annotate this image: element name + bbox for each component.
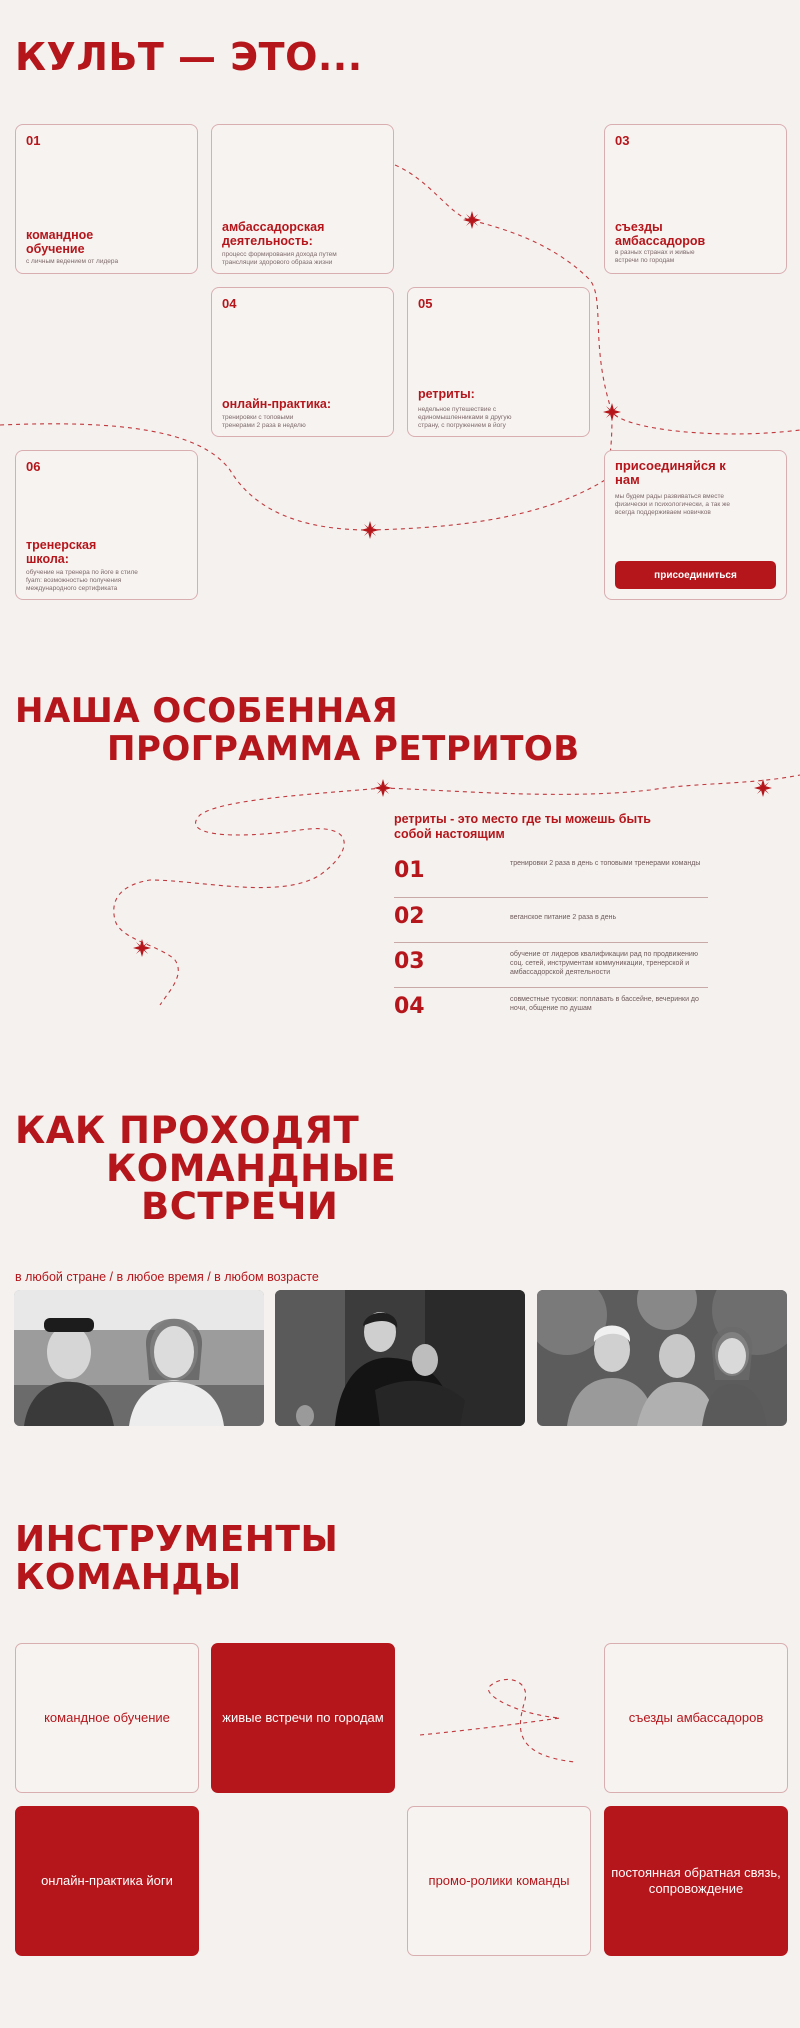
item-text: веганское питание 2 раза в день	[510, 914, 617, 921]
card-number: 05	[418, 296, 433, 311]
item-number: 04	[394, 994, 425, 1019]
card-subtitle: в разных странах и живые встречи по городам	[615, 249, 695, 264]
card-title: ретриты:	[418, 387, 475, 401]
team-photo	[14, 1290, 264, 1426]
list-item	[394, 942, 708, 987]
list-item	[394, 897, 708, 942]
card-number: 03	[615, 133, 630, 148]
item-number: 02	[394, 904, 425, 929]
feature-card-06	[15, 450, 198, 600]
section3-title-line2: КОМАНДНЫЕ	[106, 1147, 397, 1190]
section4-title-line2: КОМАНДЫ	[15, 1557, 242, 1598]
card-subtitle: недельное путешествие с единомышленниками в другую страну, с погружением в йогу	[418, 406, 512, 429]
item-text: тренировки 2 раза в день с топовыми тренерами команды	[510, 860, 701, 867]
item-text: обучение от лидеров квалификации рад по продвижению соц. сетей, инструментам коммуникации, тренерской и амбассадорской деятельности	[510, 951, 699, 976]
section4-title-line1: ИНСТРУМЕНТЫ	[15, 1519, 339, 1560]
feature-card-01	[15, 124, 198, 274]
item-text: совместные тусовки: поплавать в бассейне, вечеринки до ночи, общение по душам	[510, 996, 699, 1012]
section2-title-line2: ПРОГРАММА РЕТРИТОВ	[107, 729, 580, 769]
card-title: тренерская школа:	[26, 538, 97, 566]
section2-title-line1: НАША ОСОБЕННАЯ	[15, 691, 399, 731]
card-number: 04	[222, 296, 237, 311]
card-subtitle: процесс формирования дохода путем трансляции здорового образа жизни	[222, 251, 337, 266]
team-photo	[537, 1290, 787, 1426]
join-subtitle: мы будем рады развиваться вместе физически и психологически, а так же всегда поддерживаем новичков	[615, 493, 730, 516]
join-button[interactable]: присоединиться	[615, 561, 776, 589]
section1-title: КУЛЬТ — ЭТО...	[15, 35, 363, 79]
join-title: присоединяйся к нам	[615, 458, 726, 488]
card-subtitle: с личным ведением от лидера	[26, 258, 119, 265]
tool-card: онлайн-практика йоги	[15, 1806, 199, 1956]
team-photo	[275, 1290, 525, 1426]
tool-card: промо-ролики команды	[407, 1806, 591, 1956]
tool-card: постоянная обратная связь, сопровождение	[604, 1806, 788, 1956]
feature-card-05	[407, 287, 590, 437]
card-title: онлайн-практика:	[222, 397, 332, 411]
section3-title-line3: ВСТРЕЧИ	[141, 1185, 339, 1228]
list-item	[394, 987, 708, 1032]
feature-card-03	[604, 124, 787, 274]
tool-card: командное обучение	[15, 1643, 199, 1793]
card-title: съезды амбассадоров	[615, 220, 706, 248]
card-number: 01	[26, 133, 41, 148]
card-title: амбассадорская деятельность:	[222, 220, 325, 248]
card-subtitle: тренировки с топовыми тренерами 2 раза в неделю	[222, 414, 306, 429]
retreat-intro: ретриты - это место где ты можешь быть собой настоящим	[394, 812, 651, 841]
tool-card: живые встречи по городам	[211, 1643, 395, 1793]
card-number: 06	[26, 459, 41, 474]
card-subtitle: обучение на тренера по йоге в стиле fyam: возможностью получения международного сертификата	[26, 569, 138, 592]
meetings-tagline: в любой стране / в любое время / в любом возрасте	[15, 1270, 319, 1284]
item-number: 03	[394, 949, 425, 974]
item-number: 01	[394, 858, 425, 883]
card-title: командное обучение	[26, 228, 94, 256]
list-item	[394, 852, 708, 897]
tool-card: съезды амбассадоров	[604, 1643, 788, 1793]
feature-card-02	[211, 124, 394, 274]
join-card	[604, 450, 787, 600]
feature-card-04	[211, 287, 394, 437]
section3-title-line1: КАК ПРОХОДЯТ	[15, 1109, 360, 1152]
